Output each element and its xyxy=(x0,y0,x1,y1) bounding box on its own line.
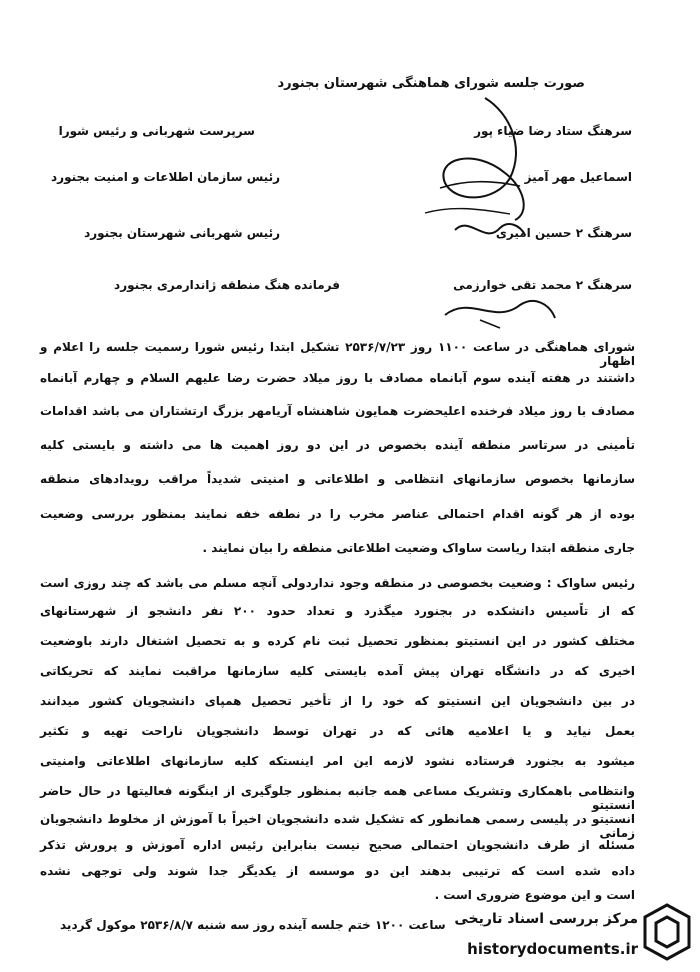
document-title: صورت جلسه شورای هماهنگی شهرستان بجنورد xyxy=(277,76,585,91)
archive-url: historydocuments.ir xyxy=(467,940,638,958)
signature-1 xyxy=(415,88,565,228)
attendee-name-4: سرهنگ ۲ محمد تقی خوارزمی xyxy=(453,278,632,292)
attendee-name-3: سرهنگ ۲ حسین امیری xyxy=(495,226,632,240)
attendee-role-2: رئیس سازمان اطلاعات و امنیت بجنورد xyxy=(51,170,280,184)
attendee-name-1: سرهنگ ستاد رضا ضیاء پور xyxy=(474,124,632,138)
body2-line-7: میشود به بجنورد فرستاده نشود لازمه این امر اینستکه کلیه سازمانهای اطلاعاتی وامنیتی xyxy=(40,754,635,768)
body2-line-10: مسئله از طرف دانشجویان احتمالی صحیح نیست بنابراین رئیس اداره آموزش و پرورش تذکر xyxy=(40,838,635,852)
body-line-5: سازمانها بخصوص سازمانهای انتظامی و اطلاعاتی و امنیتی شدیداً مراقب رویدادهای منطقه xyxy=(40,472,635,486)
body2-line-8: وانتظامی باهمکاری وتشریک مساعی همه جانبه بمنظور جلوگیری از اینگونه فعالیتها در حال حاضر انستیتو xyxy=(40,784,635,812)
closing-line: ساعت ۱۲۰۰ ختم جلسه آینده روز سه شنبه ۲۵۳۶/۸/۷ موکول گردید xyxy=(60,918,446,932)
body-line-1: شورای هماهنگی در ساعت ۱۱۰۰ روز ۲۵۳۶/۷/۲۳ تشکیل ابتدا رئیس شورا رسمیت جلسه را اعلام و اظهار xyxy=(40,340,635,368)
body2-line-4: اخیری که در دانشگاه تهران پیش آمده بایستی کلیه سازمانها مراقبت نمایند که تحریکاتی xyxy=(40,664,635,678)
attendee-role-3: رئیس شهربانی شهرستان بجنورد xyxy=(84,226,280,240)
body-line-7: جاری منطقه ابتدا ریاست ساواک وضعیت اطلاعاتی منطقه را بیان نمایند . xyxy=(202,541,635,555)
attendee-role-4: فرمانده هنگ منطقه ژاندارمری بجنورد xyxy=(114,278,340,292)
body2-line-5: در بین دانشجویان این انستیتو که خود را از تأخیر تحصیل همپای دانشجویان کشور میدانند xyxy=(40,694,635,708)
attendee-name-2: اسماعیل مهر آمیز xyxy=(524,170,632,184)
signature-3 xyxy=(440,290,560,330)
body-line-6: بوده از هر گونه اقدام احتمالی عناصر مخرب را در نطفه خفه نمایند بمنظور بررسی وضعیت xyxy=(40,507,635,521)
archive-name: مرکز بررسی اسناد تاریخی xyxy=(454,911,638,927)
body2-line-3: مختلف کشور در این انستیتو بمنظور تحصیل ثبت نام کرده و به تحصیل اشتغال دارند باوضعیت xyxy=(40,634,635,648)
body2-line-6: بعمل نیاید و یا اعلامیه هائی که در تهران توسط دانشجویان ناراحت تهیه و تکثیر xyxy=(40,724,635,738)
body2-line-12: است و این موضوع ضروری است . xyxy=(434,888,635,902)
body-line-4: تأمینی در سرتاسر منطقه آینده بخصوص در این دو روز اهمیت ها می داشته و بایستی کلیه xyxy=(40,438,635,452)
attendee-role-1: سرپرست شهربانی و رئیس شورا xyxy=(58,124,255,138)
body2-line-1: رئیس ساواک : وضعیت بخصوصی در منطقه وجود نداردولی آنچه مسلم می باشد که چند روزی است xyxy=(40,576,635,590)
body2-line-9: انستیتو در پلیسی رسمی همانطور که تشکیل شده دانشجویان اخیراً با آموزش از مخلوط دانشجویان زمانی xyxy=(40,812,635,840)
body2-line-2: که از تاًسیس دانشکده در بجنورد میگذرد و تعداد حدود ۲۰۰ نفر دانشجو از شهرستانهای xyxy=(40,604,635,618)
signature-2 xyxy=(450,210,530,250)
body2-line-11: داده شده است که ترتیبی بدهند این دو موسسه از یکدیگر جدا شوند ولی توجهی نشده xyxy=(40,864,635,878)
body-line-2: داشتند در هفته آینده سوم آبانماه مصادف با روز میلاد حضرت رضا علیهم السلام و چهارم آبانماه xyxy=(40,371,635,385)
body-line-3: مصادف با روز میلاد فرخنده اعلیحضرت همایون شاهنشاه آریامهر بزرگ ارتشتاران می باشد اقدامات xyxy=(40,404,635,418)
archive-seal-icon xyxy=(642,903,692,961)
